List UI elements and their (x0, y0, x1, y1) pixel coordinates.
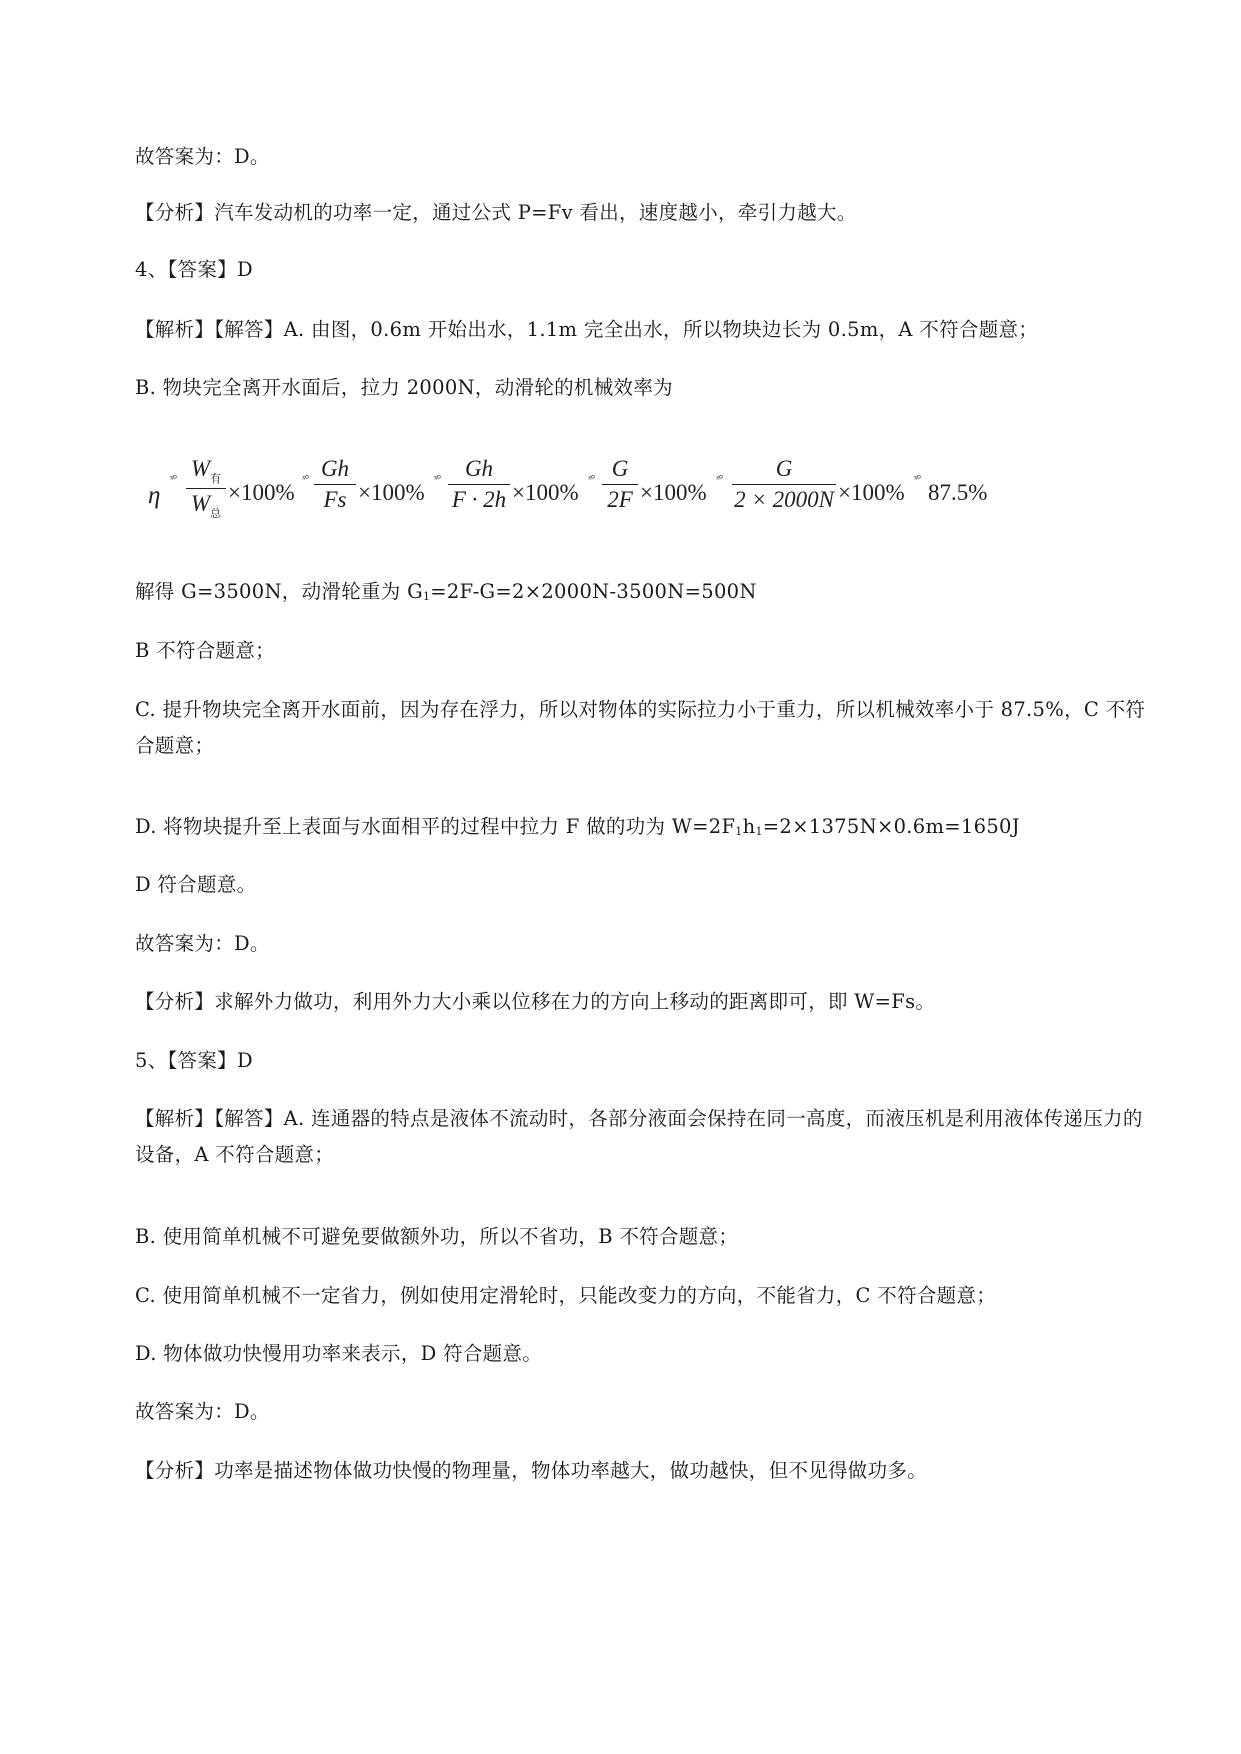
question-4-answer: 4、【答案】D (135, 258, 253, 281)
times-100-3: ×100% (512, 480, 579, 505)
solution-a-line: 【解析】【解答】A. 由图，0.6m 开始出水，1.1m 完全出水，所以物块边长为 0.5m，A 不符合题意； (135, 318, 1039, 341)
solution-c-line: C. 提升物块完全离开水面前，因为存在浮力，所以对物体的实际拉力小于重力，所以机械效率小于 87.5%，C 不符合题意； (135, 698, 1146, 757)
answer-line: 故答案为：D。 (135, 932, 270, 955)
fraction-gh-f2h: Gh F · 2h (448, 456, 510, 513)
solution-b-line: B. 物块完全离开水面后，拉力 2000N，动滑轮的机械效率为 (135, 376, 673, 399)
formula-equals-mark: ˣ° (434, 472, 441, 486)
analysis-line: 【分析】求解外力做功，利用外力大小乘以位移在力的方向上移动的距离即可，即 W=Fs。 (135, 990, 936, 1013)
b-conclusion-line: B 不符合题意； (135, 639, 275, 662)
times-100-5: ×100% (838, 480, 905, 505)
fraction-g-2x2000n: G 2 × 2000N (732, 456, 836, 513)
fraction-w-ratio: $W_有$ $W_总$ (186, 456, 226, 521)
formula-result: 87.5% (928, 480, 988, 505)
fraction-g-2f: G 2F (602, 456, 638, 513)
solution-b-line: B. 使用简单机械不可避免要做额外功，所以不省功，B 不符合题意； (135, 1225, 739, 1248)
answer-line: 故答案为：D。 (135, 145, 270, 168)
analysis-line: 【分析】汽车发动机的功率一定，通过公式 P=Fv 看出，速度越小，牵引力越大。 (135, 201, 857, 224)
answer-line: 故答案为：D。 (135, 1400, 270, 1423)
formula-equals-mark: ˣ° (914, 472, 921, 486)
times-100-2: ×100% (358, 480, 425, 505)
formula-equals-mark: ˣ° (170, 472, 177, 486)
times-100-1: ×100% (228, 480, 295, 505)
solution-d-line: D. 物体做功快慢用功率来表示，D 符合题意。 (135, 1342, 543, 1365)
efficiency-formula (148, 456, 1148, 532)
fraction-gh-fs: Gh Fs (314, 456, 356, 513)
analysis-line: 【分析】功率是描述物体做功快慢的物理量，物体功率越大，做功越快，但不见得做功多。 (135, 1459, 928, 1482)
d-conclusion-line: D 符合题意。 (135, 873, 257, 896)
times-100-4: ×100% (640, 480, 707, 505)
question-5-answer: 5、【答案】D (135, 1049, 253, 1072)
formula-eta: η (148, 482, 161, 509)
solution-c-line: C. 使用简单机械不一定省力，例如使用定滑轮时，只能改变力的方向，不能省力，C 不符合题意； (135, 1284, 997, 1307)
formula-equals-mark: ˣ° (302, 472, 309, 486)
solution-a-line: 【解析】【解答】A. 连通器的特点是液体不流动时，各部分液面会保持在同一高度，而液压机是利用液体传递压力的设备，A 不符合题意； (135, 1107, 1143, 1166)
formula-equals-mark: ˣ° (716, 472, 723, 486)
formula-equals-mark: ˣ° (588, 472, 595, 486)
solution-d-line: D. 将物块提升至上表面与水面相平的过程中拉力 F 做的功为 $W=2F_1h_1=2\times 1375N\times 0.6m=1650J$ (135, 815, 1020, 838)
solution-g-line: 解得 G=3500N，动滑轮重为 $G_1=2F-G=2\times 2000N-3500N=500N$ (135, 580, 757, 603)
